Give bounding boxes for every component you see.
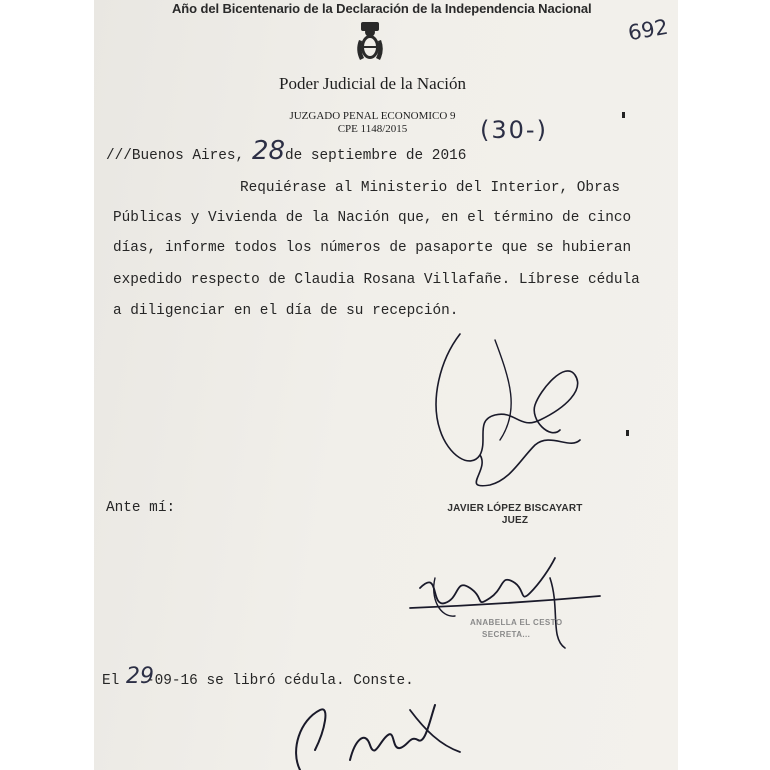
secretary-name: ANABELLA EL CESTO xyxy=(470,618,563,627)
court-name: Poder Judicial de la Nación xyxy=(279,74,466,93)
folio-number: 692 xyxy=(626,14,670,46)
court-office: JUZGADO PENAL ECONOMICO 9 xyxy=(289,110,456,122)
footer-note-suffix: -09-16 se libró cédula. Conste. xyxy=(146,673,414,689)
paragraph-line: Públicas y Vivienda de la Nación que, en el término de cinco xyxy=(113,210,632,226)
ink-dot xyxy=(622,112,625,118)
case-number: CPE 1148/2015 xyxy=(337,123,408,135)
secretary-title: SECRETA... xyxy=(482,630,531,639)
judge-title: JUEZ xyxy=(501,515,529,526)
paragraph-line: a diligenciar en el día de su recepción. xyxy=(113,303,459,319)
ink-dot xyxy=(626,430,629,436)
judge-signature xyxy=(400,320,630,500)
national-coat-of-arms-icon xyxy=(355,22,385,64)
paragraph-line: días, informe todos los números de pasaporte que se hubieran xyxy=(113,240,632,256)
header-motto: Año del Bicentenario de la Declaración de la Independencia Nacional xyxy=(172,1,592,16)
secretary-signature xyxy=(400,548,610,658)
date-suffix: de septiembre de 2016 xyxy=(285,148,467,164)
bottom-signature xyxy=(280,690,470,770)
paragraph-line: expedido respecto de Claudia Rosana Villafañe. Líbrese cédula xyxy=(113,272,640,288)
paragraph-line: Requiérase al Ministerio del Interior, Obras xyxy=(240,180,620,196)
judge-name: JAVIER LÓPEZ BISCAYART xyxy=(447,503,583,514)
margin-note: (30-) xyxy=(480,116,548,144)
date-prefix: ///Buenos Aires, xyxy=(106,148,245,164)
footer-note-day-handwritten: 29 xyxy=(126,664,154,689)
footer-note-prefix: El xyxy=(102,673,120,689)
before-me-label: Ante mí: xyxy=(106,500,176,516)
date-day-handwritten: 28 xyxy=(252,136,286,166)
